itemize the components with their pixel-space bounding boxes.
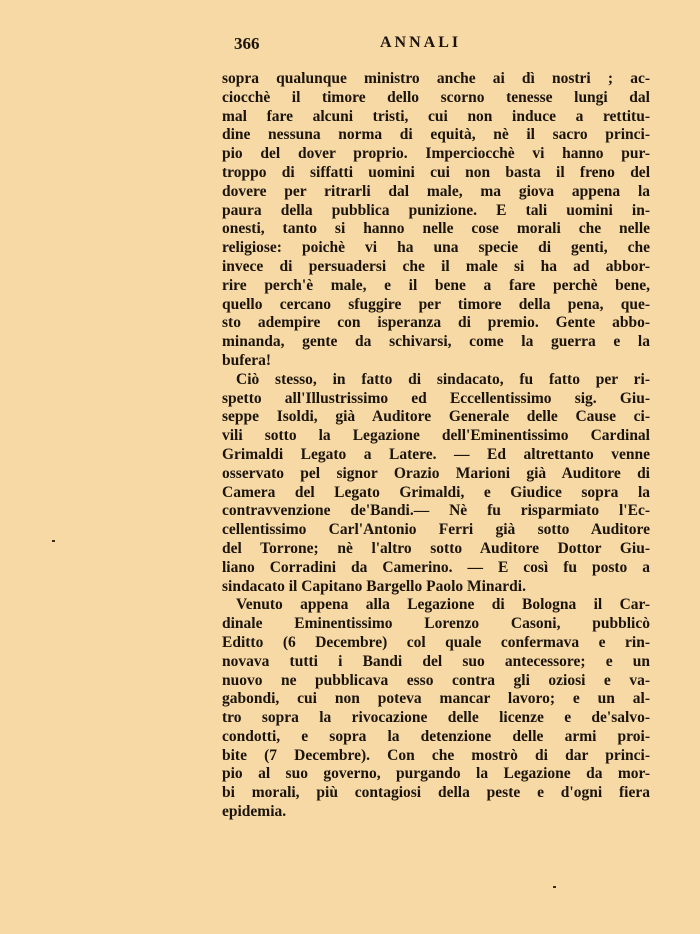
paragraph <box>222 596 650 822</box>
text-line: Grimaldi Legato a Latere. — Ed altrettanto venne <box>222 445 650 463</box>
text-line: dine nessuna norma di equità, nè il sacro princi- <box>222 126 650 144</box>
paragraph <box>222 371 650 597</box>
text-line: epidemia. <box>222 803 287 821</box>
text-line: invece di persuadersi che il male si ha ad abbor- <box>222 257 650 275</box>
text-line: bi morali, più contagiosi della peste e d'ogni fiera <box>222 784 650 802</box>
text-line: Venuto appena alla Legazione di Bologna il Car- <box>236 596 650 614</box>
text-line: religiose: poichè vi ha una specie di genti, che <box>222 239 650 257</box>
paragraph <box>222 70 650 371</box>
body-text <box>222 70 650 822</box>
text-line: sto adempire con isperanza di premio. Gente abbo- <box>222 314 650 332</box>
text-line: mal fare alcuni tristi, cui non induce a rettitu- <box>222 107 650 125</box>
text-line: dinale Eminentissimo Lorenzo Casoni, pubblicò <box>222 615 650 633</box>
text-line: novava tutti i Bandi del suo antecessore; e un <box>222 652 650 670</box>
text-line: rire perch'è male, e il bene a fare perchè bene, <box>222 276 650 294</box>
text-line: osservato pel signor Orazio Marioni già Auditore di <box>222 464 650 482</box>
text-line: bufera! <box>222 351 272 369</box>
text-line: bite (7 Decembre). Con che mostrò di dar princi- <box>222 746 650 764</box>
text-line: Camera del Legato Grimaldi, e Giudice sopra la <box>222 483 650 501</box>
text-line: contravvenzione de'Bandi.— Nè fu risparmiato l'Ec- <box>222 502 650 520</box>
running-title: ANNALI <box>380 34 462 51</box>
page-number: 366 <box>234 34 260 53</box>
text-line: onesti, tanto si hanno nelle cose morali che nelle <box>222 220 650 238</box>
text-line: paura della pubblica punizione. E tali uomini in- <box>222 201 650 219</box>
paper-speck <box>553 886 556 888</box>
text-line: troppo di siffatti uomini cui non basta il freno del <box>222 163 650 181</box>
text-line: quello cercano sfuggire per timore della pena, que- <box>222 295 650 313</box>
text-line: gabondi, cui non poteva mancar lavoro; e un al- <box>222 690 650 708</box>
text-line: ciocchè il timore dello scorno tenesse lungi dal <box>222 88 650 106</box>
text-line: sopra qualunque ministro anche ai dì nostri ; ac- <box>222 70 650 87</box>
text-line: seppe Isoldi, già Auditore Generale delle Cause ci- <box>222 408 650 426</box>
text-line: Ciò stesso, in fatto di sindacato, fu fatto per ri- <box>236 370 650 388</box>
text-line: spetto all'Illustrissimo ed Eccellentissimo sig. Giu- <box>222 389 650 407</box>
text-line: vili sotto la Legazione dell'Eminentissimo Cardinal <box>222 427 650 445</box>
text-line: nuovo ne pubblicava esso contra gli oziosi e va- <box>222 671 650 689</box>
text-line: pio al suo governo, purgando la Legazione da mor- <box>222 765 650 783</box>
text-line: sindacato il Capitano Bargello Paolo Minardi. <box>222 577 526 595</box>
text-line: minanda, gente da schivarsi, come la guerra e la <box>222 333 650 351</box>
text-line: cellentissimo Carl'Antonio Ferri già sotto Auditore <box>222 521 650 539</box>
text-line: del Torrone; nè l'altro sotto Auditore Dottor Giu- <box>222 539 650 557</box>
text-line: pio del dover proprio. Imperciocchè vi hanno pur- <box>222 145 650 163</box>
text-line: dovere per ritrarli dal male, ma giova appena la <box>222 182 650 200</box>
text-line: liano Corradini da Camerino. — E così fu posto a <box>222 558 650 576</box>
text-line: condotti, e sopra la detenzione delle armi proi- <box>222 727 650 745</box>
paper-speck <box>52 540 55 542</box>
text-line: tro sopra la rivocazione delle licenze e de'salvo- <box>222 709 650 727</box>
page-header <box>222 34 650 58</box>
text-line: Editto (6 Decembre) col quale confermava e rin- <box>222 633 650 651</box>
